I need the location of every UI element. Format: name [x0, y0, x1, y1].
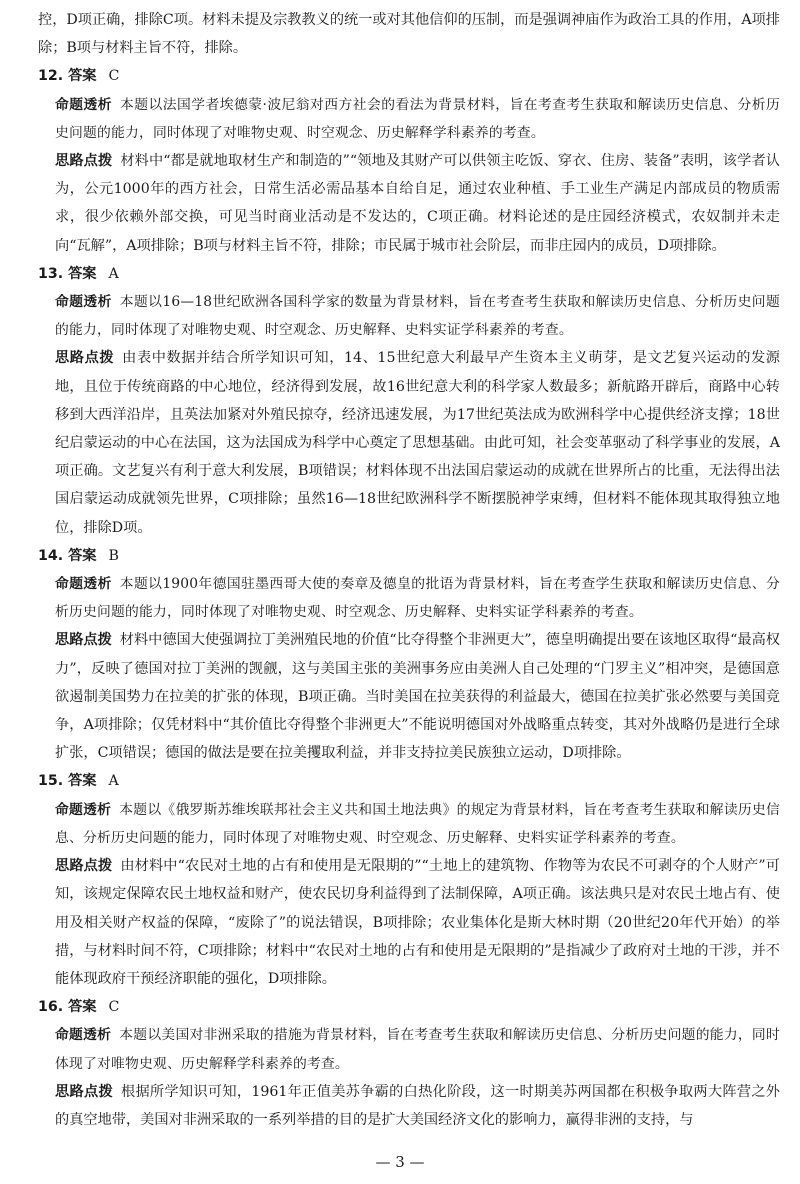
hint-paragraph [55, 1078, 780, 1134]
analysis-paragraph [55, 796, 780, 852]
analysis-text: 本题以法国学者埃德蒙·波尼翁对西方社会的看法为背景材料，旨在考查考生获取和解读历史信息、分析历史问题的能力，同时体现了对唯物史观、时空观念、历史解释学科素养的考查。 [55, 96, 780, 141]
answer-value: A [108, 773, 119, 790]
hint-label: 思路点拨 [55, 350, 115, 367]
analysis-text: 本题以16—18世纪欧洲各国科学家的数量为背景材料，旨在考查考生获取和解读历史信息、分析历史问题的能力，同时体现了对唯物史观、时空观念、历史解释、史料实证学科素养的考查。 [55, 294, 780, 339]
analysis-label: 命题透析 [55, 294, 112, 311]
hint-text: 根据所学知识可知，1961年正值美苏争霸的白热化阶段，这一时期美苏两国都在积极争取两大阵营之外的真空地带，美国对非洲采取的一系列举措的目的是扩大美国经济文化的影响力，赢得非洲的支持，与 [55, 1083, 780, 1128]
answer-value: B [108, 547, 119, 564]
hint-label: 思路点拨 [55, 632, 112, 649]
question-number: 12. [38, 68, 64, 85]
hint-label: 思路点拨 [55, 1083, 113, 1100]
answer-value: A [108, 265, 119, 282]
hint-paragraph [55, 852, 780, 993]
answer-label: 答案 [68, 265, 97, 282]
hint-text: 材料中德国大使强调拉丁美洲殖民地的价值“比夺得整个非洲更大”，德皇明确提出要在该地区取得“最高权力”，反映了德国对拉丁美洲的觊觎，这与美国主张的美洲事务应由美洲人自己处理的“门罗主义”相冲突，是德国意欲遏制美国势力在拉美的扩张的体现，B项正确。当时美国在拉美获得的利益最大，德国在拉美扩张必然要与美国竞争，A项排除；仅凭材料中“其价值比夺得整个非洲更大”不能说明德国对外战略重点转变，其对外战略仍是进行全球扩张，C项错误；德国的做法是要在拉美攫取利益，并非支持拉美民族独立运动，D项排除。 [55, 632, 780, 762]
analysis-paragraph [55, 288, 780, 344]
answer-page [38, 6, 780, 1134]
answer-label: 答案 [68, 68, 97, 85]
question-14 [38, 542, 780, 768]
answer-label: 答案 [68, 999, 97, 1016]
answer-line [38, 260, 780, 288]
page-number: — 3 — [375, 1153, 425, 1171]
question-number: 15. [38, 773, 64, 790]
analysis-paragraph [55, 570, 780, 626]
answer-value: C [108, 999, 120, 1016]
hint-label: 思路点拨 [55, 153, 113, 170]
continued-paragraph: 控，D项正确，排除C项。材料未提及宗教教义的统一或对其他信仰的压制，而是强调神庙作为政治工具的作用，A项排除；B项与材料主旨不符，排除。 [38, 12, 780, 57]
answer-line [38, 993, 780, 1021]
hint-paragraph [55, 626, 780, 767]
analysis-text: 本题以美国对非洲采取的措施为背景材料，旨在考查考生获取和解读历史信息、分析历史问题的能力，同时体现了对唯物史观、历史解释学科素养的考查。 [55, 1027, 780, 1072]
question-number: 14. [38, 547, 64, 564]
analysis-paragraph [55, 91, 780, 147]
answer-line [38, 62, 780, 90]
answer-line [38, 542, 780, 570]
question-13 [38, 260, 780, 542]
analysis-paragraph [55, 1021, 780, 1077]
answer-label: 答案 [68, 547, 97, 564]
answer-line [38, 767, 780, 795]
hint-label: 思路点拨 [55, 858, 113, 875]
question-12 [38, 62, 780, 259]
question-15 [38, 767, 780, 993]
analysis-label: 命题透析 [55, 1027, 112, 1044]
analysis-text: 本题以《俄罗斯苏维埃联邦社会主义共和国土地法典》的规定为背景材料，旨在考查考生获取和解读历史信息、分析历史问题的能力，同时体现了对唯物史观、时空观念、历史解释、史料实证学科素养的考查。 [55, 801, 780, 846]
hint-text: 由材料中“农民对土地的占有和使用是无限期的”“土地上的建筑物、作物等为农民不可剥夺的个人财产”可知，该规定保障农民土地权益和财产，使农民切身利益得到了法制保障，A项正确。该法典只是对农民土地占有、使用及相关财产权益的保障，“废除了”的说法错误，B项排除；农业集体化是斯大林时期（20世纪20年代开始）的举措，与材料时间不符，C项排除；材料中“农民对土地的占有和使用是无限期的”是指减少了政府对土地的干涉，并不能体现政府干预经济职能的强化，D项排除。 [55, 858, 780, 987]
question-16 [38, 993, 780, 1134]
answer-value: C [108, 68, 120, 85]
hint-text: 由表中数据并结合所学知识可知，14、15世纪意大利最早产生资本主义萌芽，是文艺复兴运动的发源地，且位于传统商路的中心地位，经济得到发展，故16世纪意大利的科学家人数最多；新航路开辟后，商路中心转移到大西洋沿岸，且英法加紧对外殖民掠夺，经济迅速发展，为17世纪英法成为欧洲科学中心提供经济支撑；18世纪启蒙运动的中心在法国，这为法国成为科学中心奠定了思想基础。由此可知，社会变革驱动了科学事业的发展，A项正确。文艺复兴有利于意大利发展，B项错误；材料体现不出法国启蒙运动的成就在世界所占的比重，无法得出法国启蒙运动成就领先世界，C项排除；虽然16—18世纪欧洲科学不断摆脱神学束缚，但材料不能体现其取得独立地位，排除D项。 [55, 350, 780, 536]
analysis-label: 命题透析 [55, 576, 112, 593]
question-number: 16. [38, 999, 64, 1016]
analysis-label: 命题透析 [55, 96, 112, 113]
hint-paragraph [55, 147, 780, 260]
analysis-label: 命题透析 [55, 801, 112, 818]
hint-text: 材料中“都是就地取材生产和制造的”“领地及其财产可以供领主吃饭、穿衣、住房、装备”表明，该学者认为，公元1000年的西方社会，日常生活必需品基本自给自足，通过农业种植、手工业生产满足内部成员的物质需求，很少依赖外部交换，可见当时商业活动是不发达的，C项正确。材料论述的是庄园经济模式，农奴制并未走向“瓦解”，A项排除；B项与材料主旨不符，排除；市民属于城市社会阶层，而非庄园内的成员，D项排除。 [55, 153, 780, 254]
answer-label: 答案 [68, 773, 97, 790]
hint-paragraph [55, 344, 780, 541]
analysis-text: 本题以1900年德国驻墨西哥大使的奏章及德皇的批语为背景材料，旨在考查学生获取和解读历史信息、分析历史问题的能力，同时体现了对唯物史观、时空观念、历史解释、史料实证学科素养的考查。 [55, 576, 780, 621]
question-number: 13. [38, 265, 64, 282]
